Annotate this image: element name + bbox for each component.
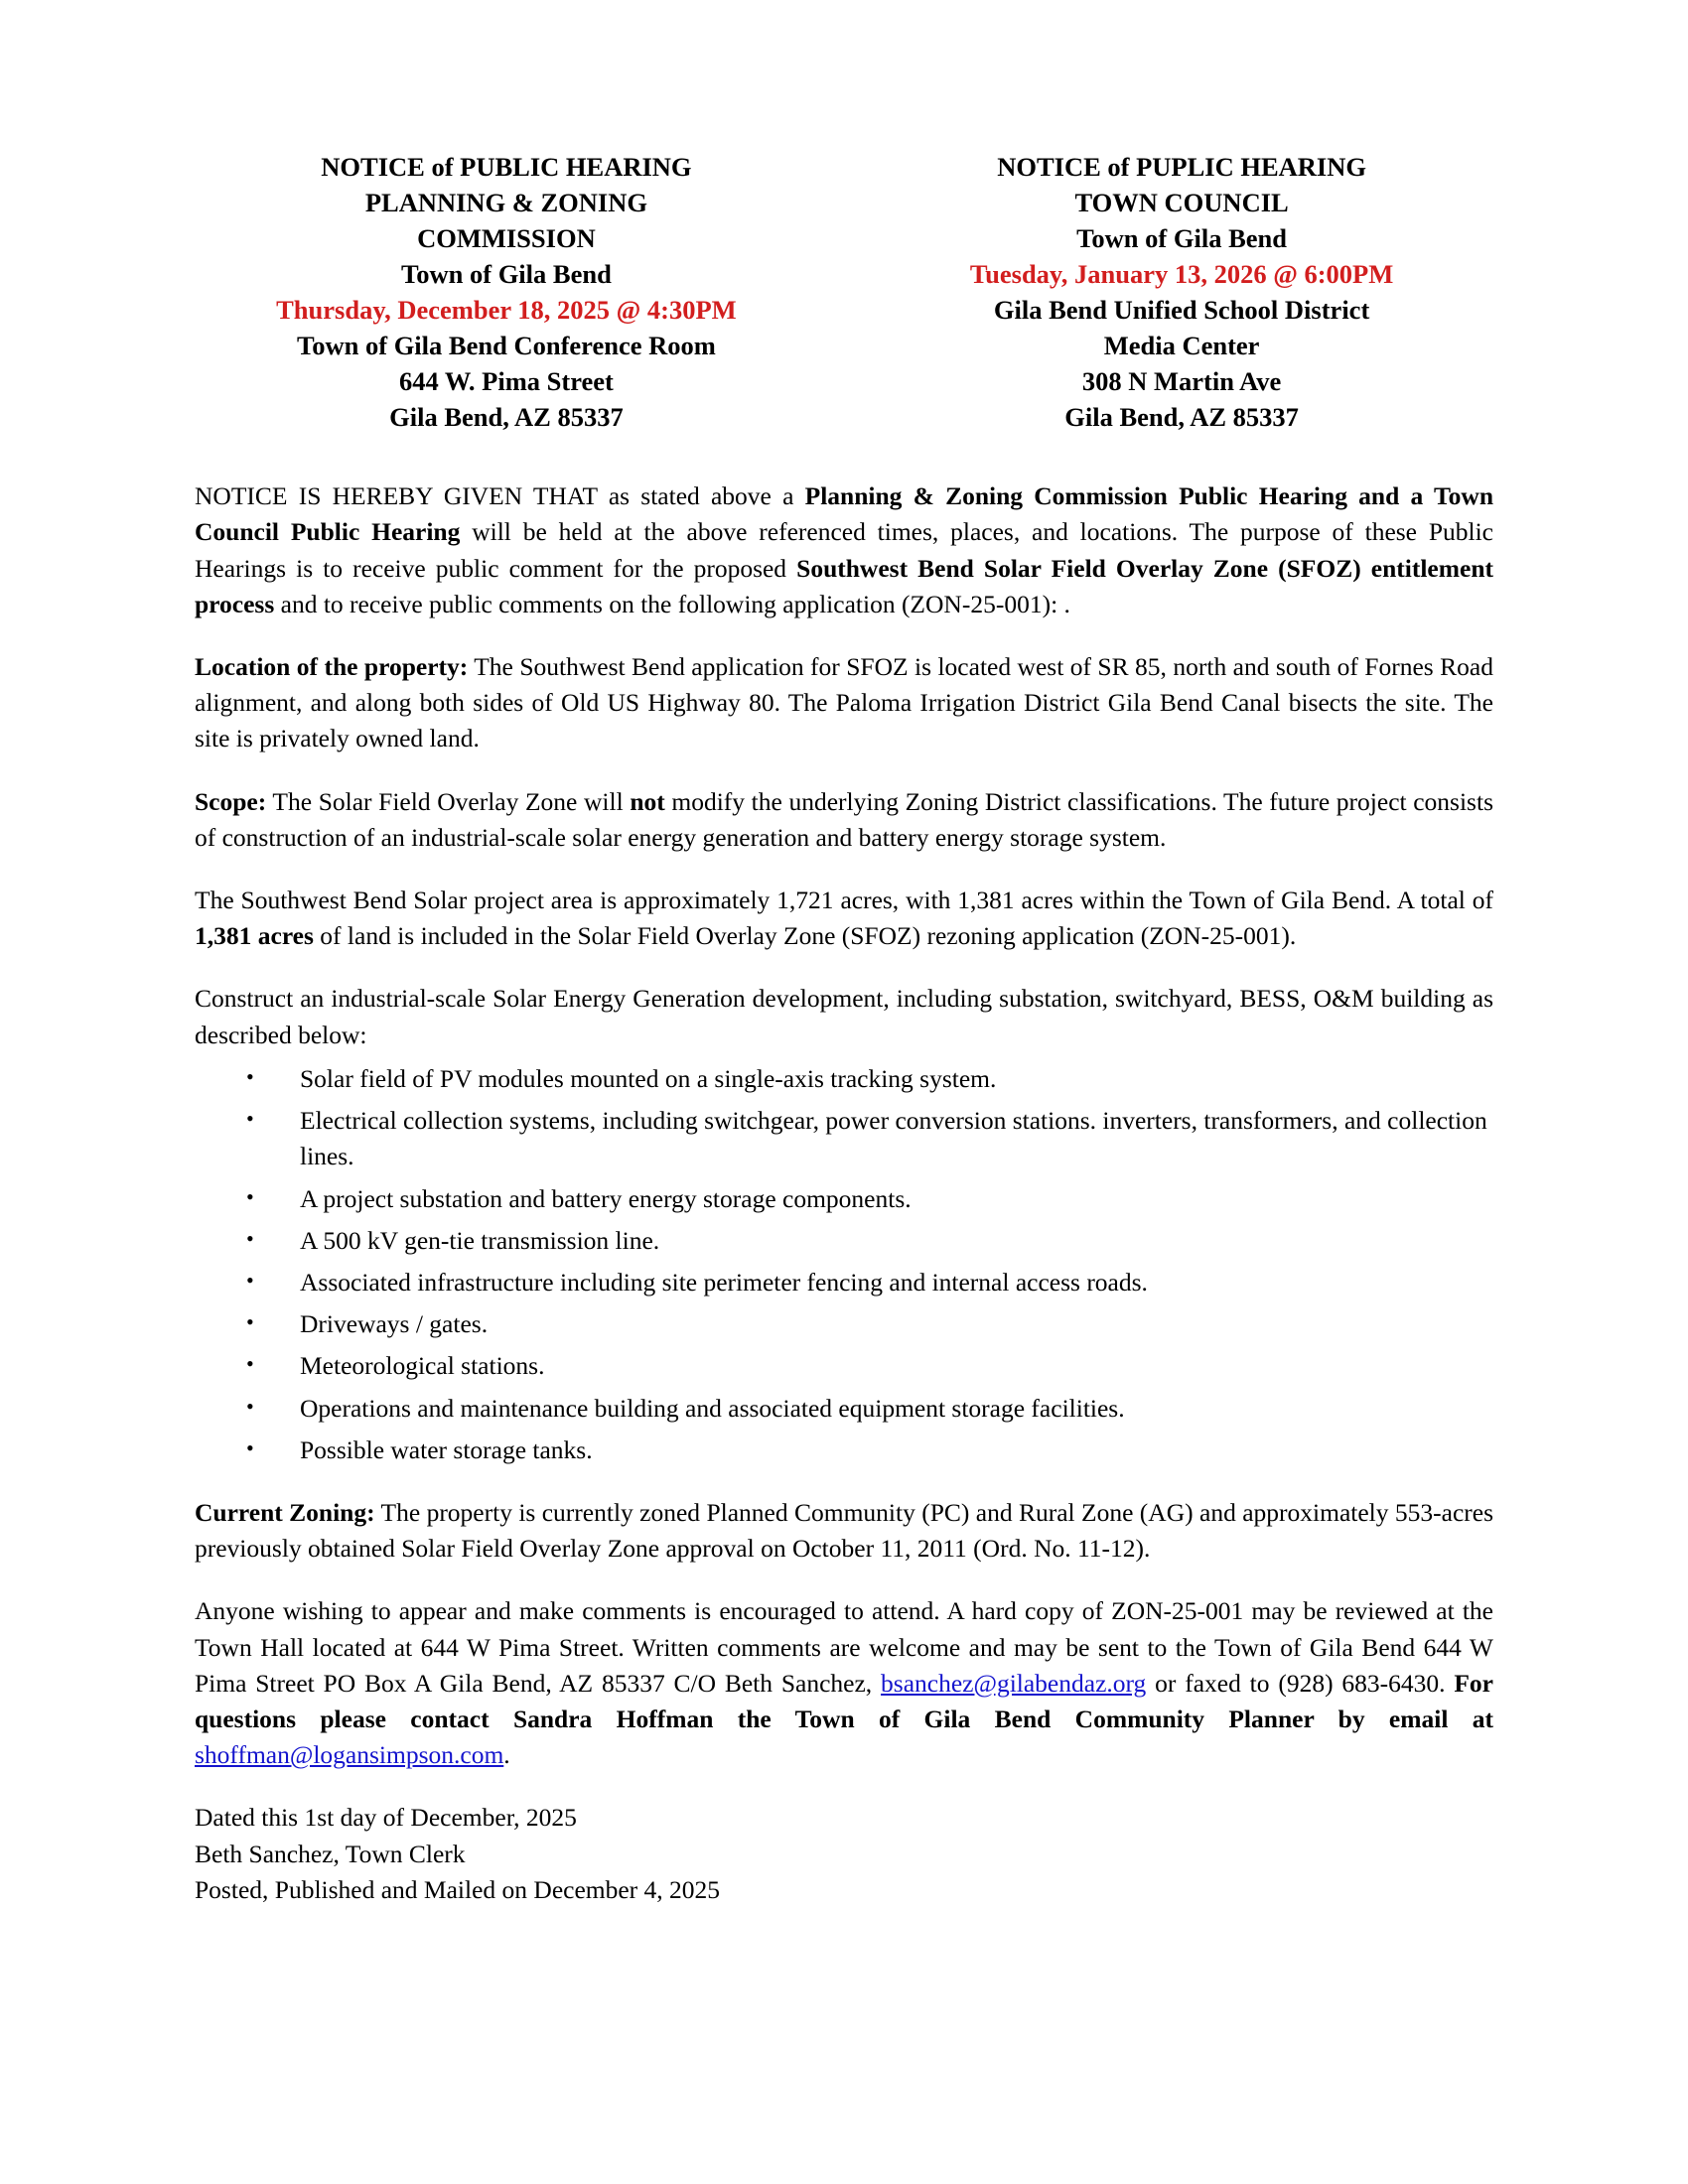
header-right-date: Tuesday, January 13, 2026 @ 6:00PM bbox=[969, 259, 1394, 290]
bullet-icon: • bbox=[246, 1183, 254, 1209]
location-label: Location of the property: bbox=[195, 652, 469, 682]
scope-text-1: The Solar Field Overlay Zone will bbox=[266, 786, 631, 816]
header-left-line-3: COMMISSION bbox=[417, 223, 596, 254]
notice-bold-2: Southwest Bend Solar Field Overlay Zone (SFOZ) entitlement process bbox=[195, 553, 1493, 618]
comments-bold: For questions please contact Sandra Hoffman the Town of Gila Bend Community Planner by email at bbox=[195, 1668, 1493, 1733]
notice-body bbox=[195, 478, 1493, 1908]
comments-text-2: or faxed to (928) 683-6430. bbox=[1146, 1668, 1455, 1698]
acreage-paragraph bbox=[195, 883, 1493, 954]
notice-text-1: NOTICE IS HEREBY GIVEN THAT as stated above a bbox=[195, 481, 805, 511]
comments-text-3: . bbox=[503, 1740, 510, 1770]
scope-label: Scope: bbox=[195, 786, 267, 816]
header-left-venue-1: Town of Gila Bend Conference Room bbox=[297, 331, 716, 361]
acreage-text-2: of land is included in the Solar Field Overlay Zone (SFOZ) rezoning application (ZON-25-001). bbox=[313, 921, 1297, 951]
list-item-label: Associated infrastructure including site perimeter fencing and internal access roads. bbox=[300, 1267, 1148, 1297]
notice-bold-1: Planning & Zoning Commission Public Hearing and a Town Council Public Hearing bbox=[195, 481, 1494, 547]
header-left-date: Thursday, December 18, 2025 @ 4:30PM bbox=[276, 295, 737, 326]
bullet-icon: • bbox=[246, 1267, 254, 1293]
scope-of-work-list bbox=[195, 1061, 1493, 1468]
list-item bbox=[195, 1306, 1493, 1342]
list-item bbox=[195, 1223, 1493, 1259]
list-item bbox=[195, 1265, 1493, 1300]
list-item bbox=[195, 1181, 1493, 1217]
acreage-bold: 1,381 acres bbox=[195, 921, 314, 951]
header-right-venue-4: Gila Bend, AZ 85337 bbox=[1064, 402, 1299, 433]
current-zoning-paragraph bbox=[195, 1495, 1493, 1567]
bullet-icon: • bbox=[246, 1106, 254, 1132]
comments-paragraph bbox=[195, 1593, 1493, 1773]
header-right-venue-2: Media Center bbox=[1103, 331, 1260, 361]
scope-text-2: modify the underlying Zoning District classifications. The future project consists of construction of an industrial-scale solar energy generation and battery energy storage system. bbox=[195, 786, 1493, 852]
list-item-label: A project substation and battery energy storage components. bbox=[300, 1183, 912, 1213]
list-item-label: Meteorological stations. bbox=[300, 1351, 545, 1381]
list-item bbox=[195, 1103, 1493, 1174]
list-item-label: Driveways / gates. bbox=[300, 1309, 489, 1339]
bullet-icon: • bbox=[246, 1309, 254, 1335]
header-left-line-4: Town of Gila Bend bbox=[401, 259, 612, 290]
email-link-shoffman[interactable]: shoffman@logansimpson.com bbox=[195, 1740, 504, 1770]
list-item bbox=[195, 1433, 1493, 1468]
current-zoning-text: The property is currently zoned Planned Community (PC) and Rural Zone (AG) and approximately 553-acres previously obtained Solar Field Overlay Zone approval on October 11, 2011 (Ord. No. 11-12). bbox=[195, 1497, 1493, 1564]
location-text: The Southwest Bend application for SFOZ is located west of SR 85, north and south of Fornes Road alignment, and along both sides of Old US Highway 80. The Paloma Irrigation District Gila Bend Canal bisects the site. The site is privately owned land. bbox=[195, 652, 1493, 753]
list-item-label: A 500 kV gen-tie transmission line. bbox=[300, 1225, 660, 1255]
acreage-text-1: The Southwest Bend Solar project area is approximately 1,721 acres, with 1,381 acres within the Town of Gila Bend. A total of bbox=[195, 886, 1493, 915]
list-item-label: Solar field of PV modules mounted on a single-axis tracking system. bbox=[300, 1063, 997, 1093]
header-column-town-council bbox=[870, 149, 1493, 435]
email-link-bsanchez[interactable]: bsanchez@gilabendaz.org bbox=[881, 1668, 1147, 1698]
signoff-block bbox=[195, 1800, 1493, 1908]
location-paragraph bbox=[195, 649, 1493, 757]
header-right-line-2: TOWN COUNCIL bbox=[1074, 188, 1289, 218]
list-item-label: Operations and maintenance building and associated equipment storage facilities. bbox=[300, 1393, 1125, 1423]
bullet-icon: • bbox=[246, 1434, 254, 1460]
notice-paragraph bbox=[195, 478, 1493, 622]
notice-text-2: will be held at the above referenced times, places, and locations. The purpose of these Public Hearings is to receive public comment for the proposed bbox=[195, 517, 1494, 583]
list-item bbox=[195, 1348, 1493, 1384]
bullet-icon: • bbox=[246, 1063, 254, 1089]
current-zoning-label: Current Zoning: bbox=[195, 1497, 375, 1527]
notice-header bbox=[195, 149, 1493, 435]
list-item bbox=[195, 1391, 1493, 1427]
signoff-posted: Posted, Published and Mailed on December 4, 2025 bbox=[195, 1874, 721, 1904]
header-left-venue-3: Gila Bend, AZ 85337 bbox=[389, 402, 624, 433]
header-right-venue-3: 308 N Martin Ave bbox=[1081, 366, 1282, 397]
notice-text-3: and to receive public comments on the following application (ZON-25-001): . bbox=[274, 589, 1070, 618]
header-right-line-1: NOTICE of PUPLIC HEARING bbox=[997, 152, 1366, 182]
header-left-line-2: PLANNING & ZONING bbox=[364, 188, 647, 218]
header-left-venue-2: 644 W. Pima Street bbox=[398, 366, 614, 397]
comments-text-1: Anyone wishing to appear and make comments is encouraged to attend. A hard copy of ZON-25-001 may be reviewed at the Town Hall located at 644 W Pima Street. Written comments are welcome and may be sent to the Town of Gila Bend 644 W Pima Street PO Box A Gila Bend, AZ 85337 C/O Beth Sanchez, bbox=[195, 1596, 1493, 1698]
scope-bold-not: not bbox=[630, 786, 665, 816]
list-item bbox=[195, 1061, 1493, 1097]
list-item-label: Possible water storage tanks. bbox=[300, 1434, 593, 1464]
signoff-dated: Dated this 1st day of December, 2025 bbox=[195, 1803, 577, 1833]
list-item-label: Electrical collection systems, including switchgear, power conversion stations. inverters, transformers, and collection lines. bbox=[300, 1106, 1487, 1171]
bullet-icon: • bbox=[246, 1351, 254, 1377]
header-column-planning-zoning bbox=[195, 149, 818, 435]
bullet-icon: • bbox=[246, 1225, 254, 1251]
header-right-venue-1: Gila Bend Unified School District bbox=[993, 295, 1370, 326]
header-left-line-1: NOTICE of PUBLIC HEARING bbox=[321, 152, 692, 182]
header-right-line-3: Town of Gila Bend bbox=[1076, 223, 1287, 254]
construct-intro-paragraph: Construct an industrial-scale Solar Energy Generation development, including substation, switchyard, BESS, O&M building as described below: bbox=[195, 984, 1493, 1049]
signoff-clerk: Beth Sanchez, Town Clerk bbox=[195, 1839, 466, 1868]
bullet-icon: • bbox=[246, 1393, 254, 1419]
scope-paragraph bbox=[195, 784, 1493, 856]
